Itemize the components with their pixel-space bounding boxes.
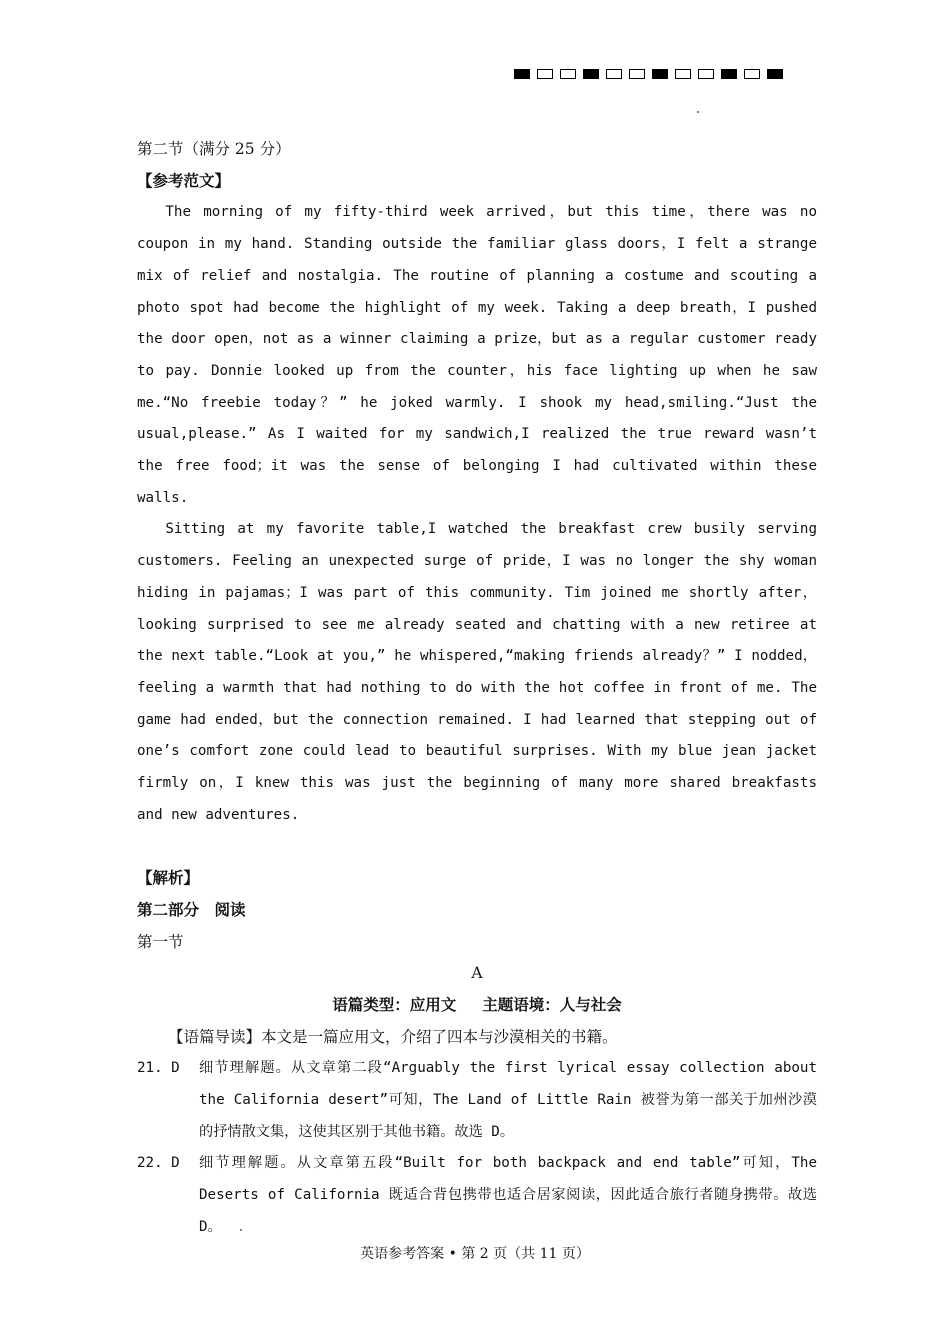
passage-theme: 主题语境：人与社会 bbox=[482, 995, 622, 1014]
filled-square-mark bbox=[652, 69, 668, 79]
section-heading: 第一节 bbox=[137, 932, 184, 951]
page-content bbox=[137, 134, 817, 1244]
passage-letter: A bbox=[471, 964, 483, 983]
empty-square-mark bbox=[675, 69, 691, 79]
section-title: 第二节（满分 25 分） bbox=[137, 140, 291, 158]
empty-square-mark bbox=[560, 69, 576, 79]
essay-paragraph-2: Sitting at my favorite table,I watched the breakfast crew busily serving customers. Feeling an unexpected surge of pride，I was no longer the shy woman hiding in pajamas；I was part of this community. Tim joined me shortly after，looking surprised to see me already seated and chatting with a new retiree at the next table.“Look at you,” he whispered,“making friends already？” I nodded，feeling a warmth that had nothing to do with the hot coffee in front of me. The game had ended，but the connection remained. I had learned that stepping out of one’s comfort zone could lead to beautiful surprises. With my blue jean jacket firmly on，I knew this was just the beginning of many more shared breakfasts and new adventures. bbox=[137, 521, 817, 823]
filled-square-mark bbox=[721, 69, 737, 79]
page-footer: 英语参考答案 • 第 2 页（共 11 页） bbox=[360, 1246, 590, 1262]
filled-square-mark bbox=[583, 69, 599, 79]
passage-genre: 语篇类型：应用文 bbox=[332, 995, 457, 1014]
reference-essay-label: 【参考范文】 bbox=[137, 171, 231, 190]
filled-square-mark bbox=[514, 69, 530, 79]
answer-explanation: 细节理解题。从文章第二段“Arguably the first lyrical essay collection about the California desert”可知，The Land of Little Rain 被誉为第一部关于加州沙漠的抒情散文集，这使其区别于其他书籍。故选 D。 bbox=[199, 1060, 817, 1140]
passage-meta bbox=[137, 990, 817, 1022]
empty-square-mark bbox=[744, 69, 760, 79]
empty-square-mark bbox=[606, 69, 622, 79]
passage-guide: 【语篇导读】本文是一篇应用文，介绍了四本与沙漠相关的书籍。 bbox=[168, 1027, 618, 1046]
analysis-label: 【解析】 bbox=[137, 869, 200, 888]
part-heading: 第二部分 阅读 bbox=[137, 900, 246, 919]
empty-square-mark bbox=[537, 69, 553, 79]
filled-square-mark bbox=[767, 69, 783, 79]
empty-square-mark bbox=[698, 69, 714, 79]
answer-number: 21. D bbox=[137, 1060, 180, 1077]
essay-paragraph-1: The morning of my fifty-third week arrived，but this time，there was no coupon in my hand. Standing outside the familiar glass doors，I felt a strange mix of relief and nostalgia. The routine of planning a costume and scouting a photo spot had become the highlight of my week. Taking a deep breath，I pushed the door open，not as a winner claiming a prize，but as a regular customer ready to pay. Donnie looked up from the counter，his face lighting up when he saw me.“No freebie today？” he joked warmly. I shook my head,smiling.“Just the usual,please.” As I waited for my sandwich,I realized the true reward wasn’t the free food；it was the sense of belonging I had cultivated within these walls. bbox=[137, 204, 817, 506]
answer-number: 22. D bbox=[137, 1155, 180, 1172]
empty-square-mark bbox=[629, 69, 645, 79]
answer-explanation: 细节理解题。从文章第五段“Built for both backpack and end table”可知，The Deserts of California 既适合背包携带也适合居家阅读，因此适合旅行者随身携带。故选 D。 bbox=[199, 1155, 817, 1235]
header-marks bbox=[514, 69, 783, 79]
scan-dot bbox=[697, 111, 699, 113]
answer-item bbox=[137, 1053, 817, 1148]
answer-item bbox=[137, 1148, 817, 1243]
